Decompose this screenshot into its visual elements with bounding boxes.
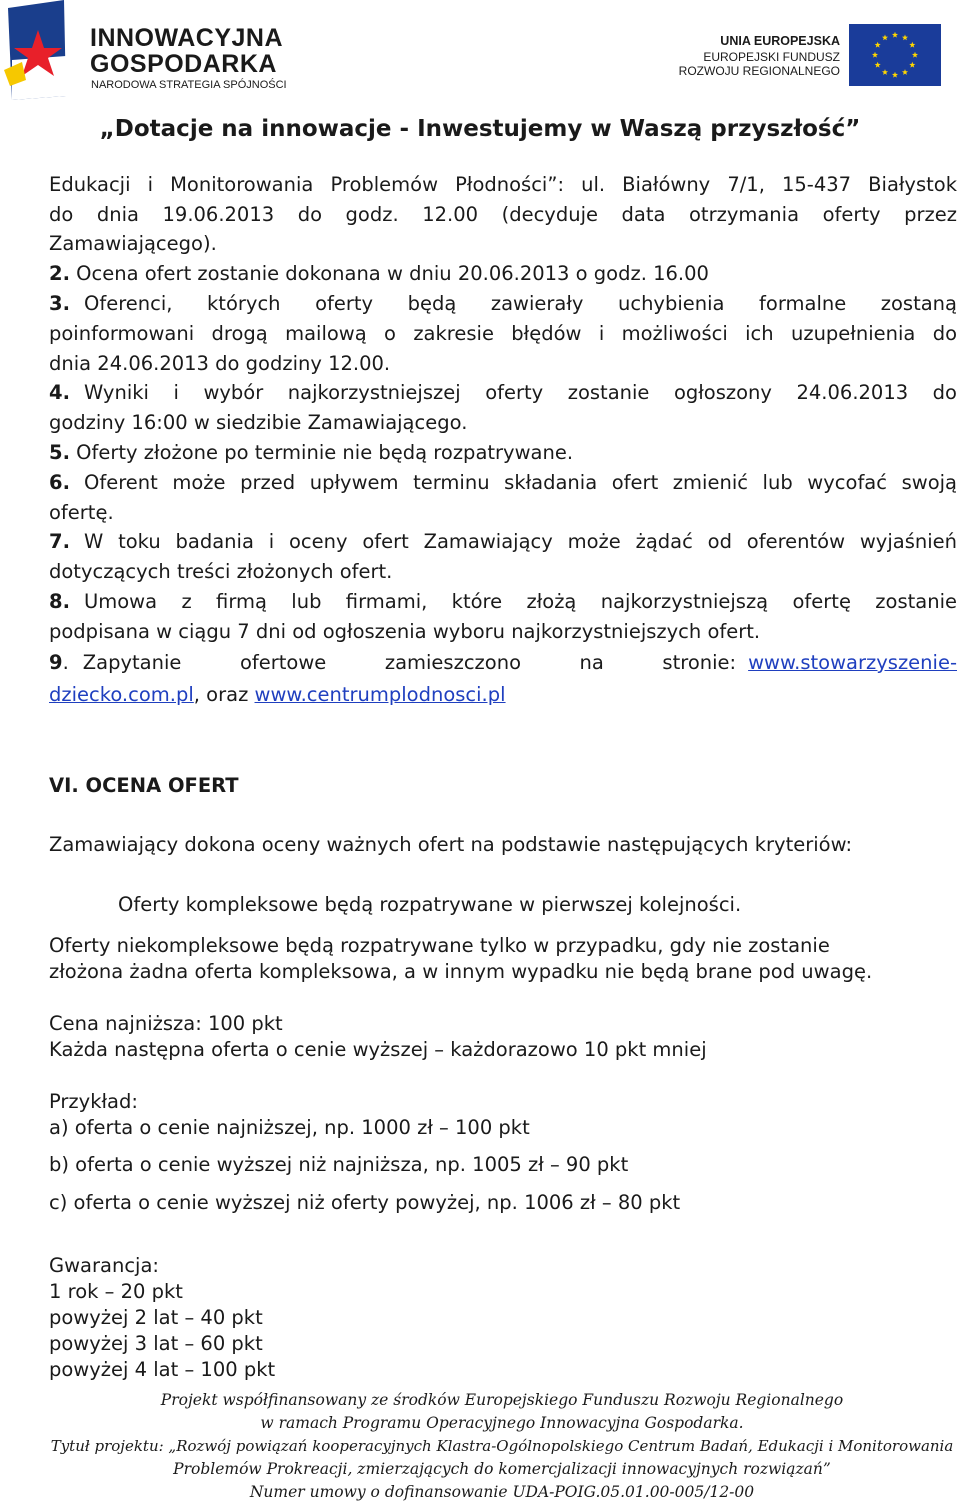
warranty-4: powyżej 4 lat – 100 pkt bbox=[49, 1358, 276, 1381]
example-a: a) oferta o cenie najniższej, np. 1000 zł – 100 pkt bbox=[49, 1116, 530, 1139]
warranty-2: powyżej 2 lat – 40 pkt bbox=[49, 1306, 263, 1329]
footer-line-5: Numer umowy o dofinansowanie UDA-POIG.05.01.00-005/12-00 bbox=[249, 1483, 755, 1501]
intro-line-2: do dnia 19.06.2013 do godz. 12.00 (decyduje data otrzymania oferty przez bbox=[49, 203, 957, 226]
innowacyjna-gospodarka-logo bbox=[4, 0, 324, 104]
item-4-text-1: Wyniki i wybór najkorzystniejszej oferty zostanie ogłoszony 24.06.2013 do bbox=[83, 381, 957, 404]
warranty-label: Gwarancja: bbox=[49, 1254, 159, 1277]
item-7-line-1 bbox=[49, 530, 957, 554]
logo-text-line1: INNOWACYJNA bbox=[90, 24, 284, 52]
eu-text-line3: ROZWOJU REGIONALNEGO bbox=[678, 64, 840, 78]
item-9-mid-text: , oraz bbox=[193, 683, 255, 706]
item-3-line-1 bbox=[49, 292, 957, 316]
item-2 bbox=[49, 262, 709, 286]
warranty-1: 1 rok – 20 pkt bbox=[49, 1280, 183, 1303]
item-4-number: 4. bbox=[49, 381, 70, 404]
example-label: Przykład: bbox=[49, 1090, 138, 1113]
eu-text-line1: UNIA EUROPEJSKA bbox=[720, 34, 840, 48]
item-8-text-1: Umowa z firmą lub firmami, które złożą najkorzystniejszą ofertę zostanie bbox=[83, 590, 957, 613]
item-7-line-2: dotyczących treści złożonych ofert. bbox=[49, 560, 393, 583]
document-title: „Dotacje na innowacje - Inwestujemy w Waszą przyszłość” bbox=[99, 116, 861, 142]
item-4-line-1 bbox=[49, 381, 957, 405]
item-6-text-1: Oferent może przed upływem terminu składania ofert zmienić lub wycofać swoją bbox=[83, 471, 957, 494]
logo-text-line2: GOSPODARKA bbox=[90, 50, 277, 78]
footer-line-3: Tytuł projektu: „Rozwój powiązań kooperacyjnych Klastra-Ogólnopolskiego Centrum Badań, Edukacji i Monitorowania bbox=[50, 1437, 954, 1455]
item-9-number-group bbox=[49, 651, 69, 675]
paragraph-line-2: złożona żadna oferta kompleksowa, a w innym wypadku nie będą brane pod uwagę. bbox=[49, 960, 873, 983]
item-3-line-2: poinformowani drogą mailową o zakresie błędów i możliwości ich uzupełnienia do bbox=[49, 322, 957, 345]
item-5-text: Oferty złożone po terminie nie będą rozpatrywane. bbox=[69, 441, 574, 464]
centrumplodnosci-link[interactable]: www.centrumplodnosci.pl bbox=[254, 683, 506, 706]
logo-text-line3: NARODOWA STRATEGIA SPÓJNOŚCI bbox=[91, 79, 287, 91]
eu-flag-icon bbox=[849, 24, 941, 86]
footer-line-1: Projekt współfinansowany ze środków Europejskiego Funduszu Rozwoju Regionalnego bbox=[160, 1391, 844, 1409]
eu-logo bbox=[678, 24, 944, 88]
item-6-line-1 bbox=[49, 471, 957, 495]
intro-line-3: Zamawiającego). bbox=[49, 232, 217, 255]
stowarzyszenie-link-part1[interactable]: www.stowarzyszenie- bbox=[748, 651, 957, 674]
item-3-number: 3. bbox=[49, 292, 70, 315]
footer-line-2: w ramach Programu Operacyjnego Innowacyjna Gospodarka. bbox=[260, 1414, 744, 1432]
section-heading: VI. OCENA OFERT bbox=[49, 774, 239, 797]
item-9-text: Zapytanie ofertowe zamieszczono na stronie: bbox=[82, 651, 737, 674]
item-5-number: 5. bbox=[49, 441, 70, 464]
item-4-line-2: godziny 16:00 w siedzibie Zamawiającego. bbox=[49, 411, 468, 434]
item-9-line-1 bbox=[49, 651, 957, 675]
example-c: c) oferta o cenie wyższej niż oferty powyżej, np. 1006 zł – 80 pkt bbox=[49, 1191, 681, 1214]
intro-line-1: Edukacji i Monitorowania Problemów Płodności”: ul. Białówny 7/1, 15-437 Białystok bbox=[49, 173, 957, 196]
item-2-text: Ocena ofert zostanie dokonana w dniu 20.06.2013 o godz. 16.00 bbox=[69, 262, 709, 285]
section-intro: Zamawiający dokona oceny ważnych ofert na podstawie następujących kryteriów: bbox=[49, 833, 853, 856]
item-3-text-1: Oferenci, których oferty będą zawierały uchybienia formalne zostaną bbox=[83, 292, 957, 315]
logo-flag-icon bbox=[4, 0, 72, 104]
item-8-line-2: podpisana w ciągu 7 dni od ogłoszenia wyboru najkorzystniejszych ofert. bbox=[49, 620, 761, 643]
item-2-number: 2. bbox=[49, 262, 70, 285]
item-6-line-2: ofertę. bbox=[49, 501, 114, 524]
bullet-text: Oferty kompleksowe będą rozpatrywane w pierwszej kolejności. bbox=[118, 893, 742, 916]
item-8-number: 8. bbox=[49, 590, 70, 613]
item-3-line-3: dnia 24.06.2013 do godziny 12.00. bbox=[49, 352, 391, 375]
eu-text-line2: EUROPEJSKI FUNDUSZ bbox=[703, 50, 840, 64]
warranty-3: powyżej 3 lat – 60 pkt bbox=[49, 1332, 263, 1355]
item-9-line-2 bbox=[49, 683, 506, 707]
item-9-dot: . bbox=[62, 651, 69, 674]
paragraph-line-1: Oferty niekompleksowe będą rozpatrywane tylko w przypadku, gdy nie zostanie bbox=[49, 934, 830, 957]
item-8-line-1 bbox=[49, 590, 957, 614]
price-lowest: Cena najniższa: 100 pkt bbox=[49, 1012, 283, 1035]
item-5 bbox=[49, 441, 573, 465]
item-9-number: 9 bbox=[49, 651, 63, 674]
price-each-next: Każda następna oferta o cenie wyższej – każdorazowo 10 pkt mniej bbox=[49, 1038, 707, 1061]
footer-line-4: Problemów Prokreacji, zmierzających do komercjalizacji innowacyjnych rozwiązań” bbox=[173, 1460, 831, 1478]
stowarzyszenie-link-part2[interactable]: dziecko.com.pl bbox=[49, 683, 194, 706]
example-b: b) oferta o cenie wyższej niż najniższa, np. 1005 zł – 90 pkt bbox=[49, 1153, 629, 1176]
item-7-number: 7. bbox=[49, 530, 70, 553]
item-6-number: 6. bbox=[49, 471, 70, 494]
item-7-text-1: W toku badania i oceny ofert Zamawiający może żądać od oferentów wyjaśnień bbox=[83, 530, 957, 553]
